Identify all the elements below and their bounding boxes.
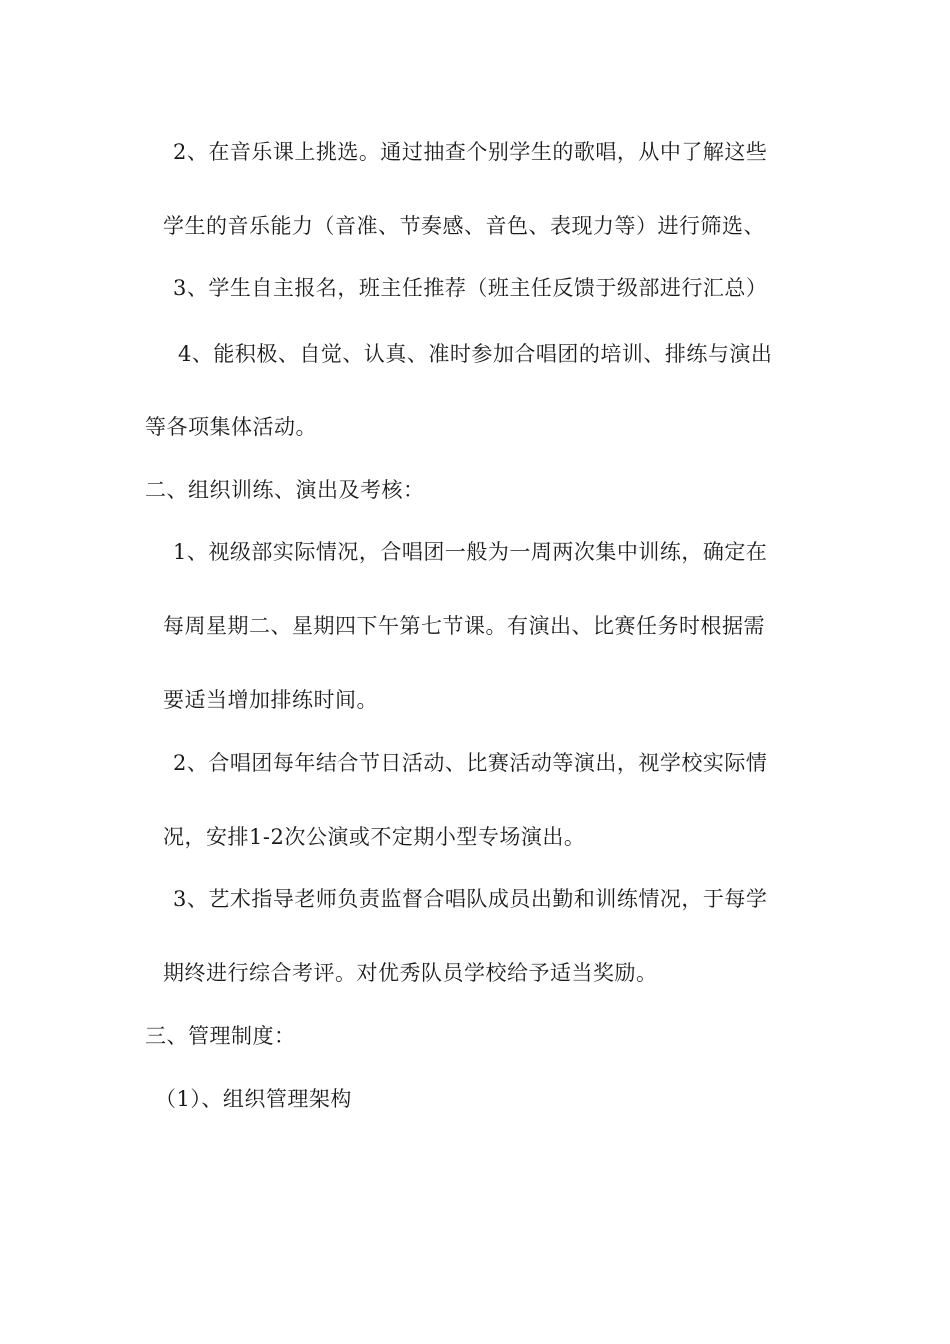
paragraph-line: 1、视级部实际情况，合唱团一般为一周两次集中训练，确定在 bbox=[173, 540, 768, 564]
paragraph-line: 3、艺术指导老师负责监督合唱队成员出勤和训练情况，于每学 bbox=[173, 887, 768, 911]
paragraph-line: 期终进行综合考评。对优秀队员学校给予适当奖励。 bbox=[163, 961, 658, 985]
paragraph-line: 2、合唱团每年结合节日活动、比赛活动等演出，视学校实际情 bbox=[173, 751, 768, 775]
paragraph-line: 2、在音乐课上挑选。通过抽查个别学生的歌唱，从中了解这些 bbox=[173, 140, 768, 164]
section-heading: 三、管理制度： bbox=[145, 1024, 296, 1048]
paragraph-line: 况，安排1-2次公演或不定期小型专场演出。 bbox=[163, 825, 586, 849]
paragraph-line: 学生的音乐能力（音准、节奏感、音色、表现力等）进行筛选、 bbox=[163, 214, 765, 238]
paragraph-line: 等各项集体活动。 bbox=[145, 415, 317, 439]
paragraph-line: 要适当增加排练时间。 bbox=[163, 688, 378, 712]
paragraph-line: 每周星期二、星期四下午第七节课。有演出、比赛任务时根据需 bbox=[163, 614, 765, 638]
section-heading: 二、组织训练、演出及考核： bbox=[145, 478, 425, 502]
paragraph-line: 4、能积极、自觉、认真、准时参加合唱团的培训、排练与演出 bbox=[178, 342, 773, 366]
paragraph-line: 3、学生自主报名，班主任推荐（班主任反馈于级部进行汇总） bbox=[173, 276, 768, 300]
subsection-heading: （1）、组织管理架构 bbox=[155, 1087, 352, 1111]
